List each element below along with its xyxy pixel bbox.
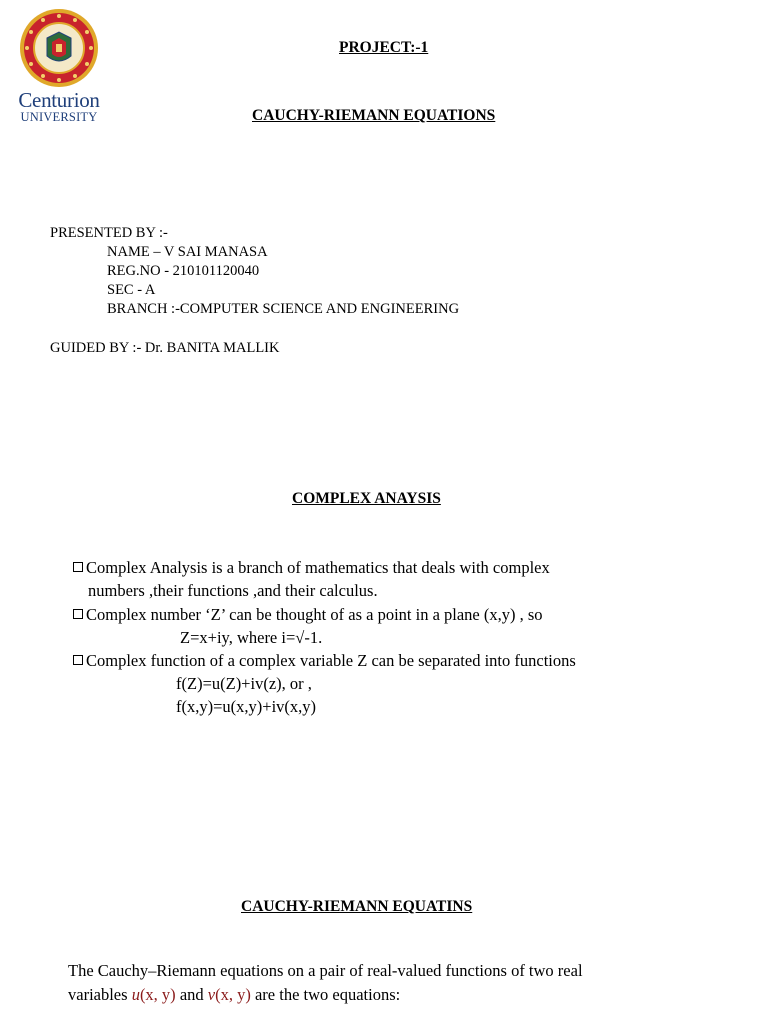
document-title: CAUCHY-RIEMANN EQUATIONS (252, 107, 496, 124)
cr-intro-line-2 (68, 985, 400, 1005)
v-arguments: (x, y) (215, 985, 251, 1004)
bullet-3-line-1 (73, 651, 576, 671)
bullet-2-line-1 (73, 605, 543, 625)
u-function: u (131, 985, 140, 1004)
complex-analysis-heading: COMPLEX ANAYSIS (292, 490, 441, 507)
presenter-section: SEC - A (107, 282, 156, 298)
bullet-1-line-2: numbers ,their functions ,and their calculus. (88, 581, 378, 600)
guided-by: GUIDED BY :- Dr. BANITA MALLIK (50, 340, 280, 356)
cr-intro-end: are the two equations: (250, 985, 401, 1004)
logo-name-line1: Centurion (18, 88, 100, 112)
checkbox-bullet-icon (73, 655, 83, 665)
cauchy-riemann-heading: CAUCHY-RIEMANN EQUATINS (241, 898, 473, 915)
university-emblem-icon (19, 8, 99, 88)
v-function: v (207, 985, 216, 1004)
logo-name-line2: UNIVERSITY (20, 110, 98, 124)
bullet-3-text: Complex function of a complex variable Z can be separated into functions (86, 651, 576, 670)
checkbox-bullet-icon (73, 609, 83, 619)
bullet-1-line-1 (73, 558, 550, 578)
bullet-1-text: Complex Analysis is a branch of mathematics that deals with complex (86, 558, 550, 577)
bullet-3-line-3: f(x,y)=u(x,y)+iv(x,y) (176, 697, 317, 716)
cr-intro-start: variables (68, 985, 132, 1004)
bullet-2-line-2: Z=x+iy, where i=√-1. (180, 628, 323, 647)
bullet-3-line-2: f(Z)=u(Z)+iv(z), or , (176, 674, 312, 693)
presenter-branch: BRANCH :-COMPUTER SCIENCE AND ENGINEERING (107, 301, 460, 317)
cr-intro-line-1: The Cauchy–Riemann equations on a pair of real-valued functions of two real (68, 961, 583, 980)
checkbox-bullet-icon (73, 562, 83, 572)
u-arguments: (x, y) (139, 985, 176, 1004)
university-logo (14, 8, 104, 123)
bullet-2-text: Complex number ‘Z’ can be thought of as a point in a plane (x,y) , so (86, 605, 543, 624)
presenter-name: NAME – V SAI MANASA (107, 244, 268, 260)
presenter-reg-no: REG.NO - 210101120040 (107, 263, 260, 279)
and-text: and (175, 985, 208, 1004)
presented-by-label: PRESENTED BY :- (50, 225, 168, 241)
project-label: PROJECT:-1 (339, 39, 429, 56)
